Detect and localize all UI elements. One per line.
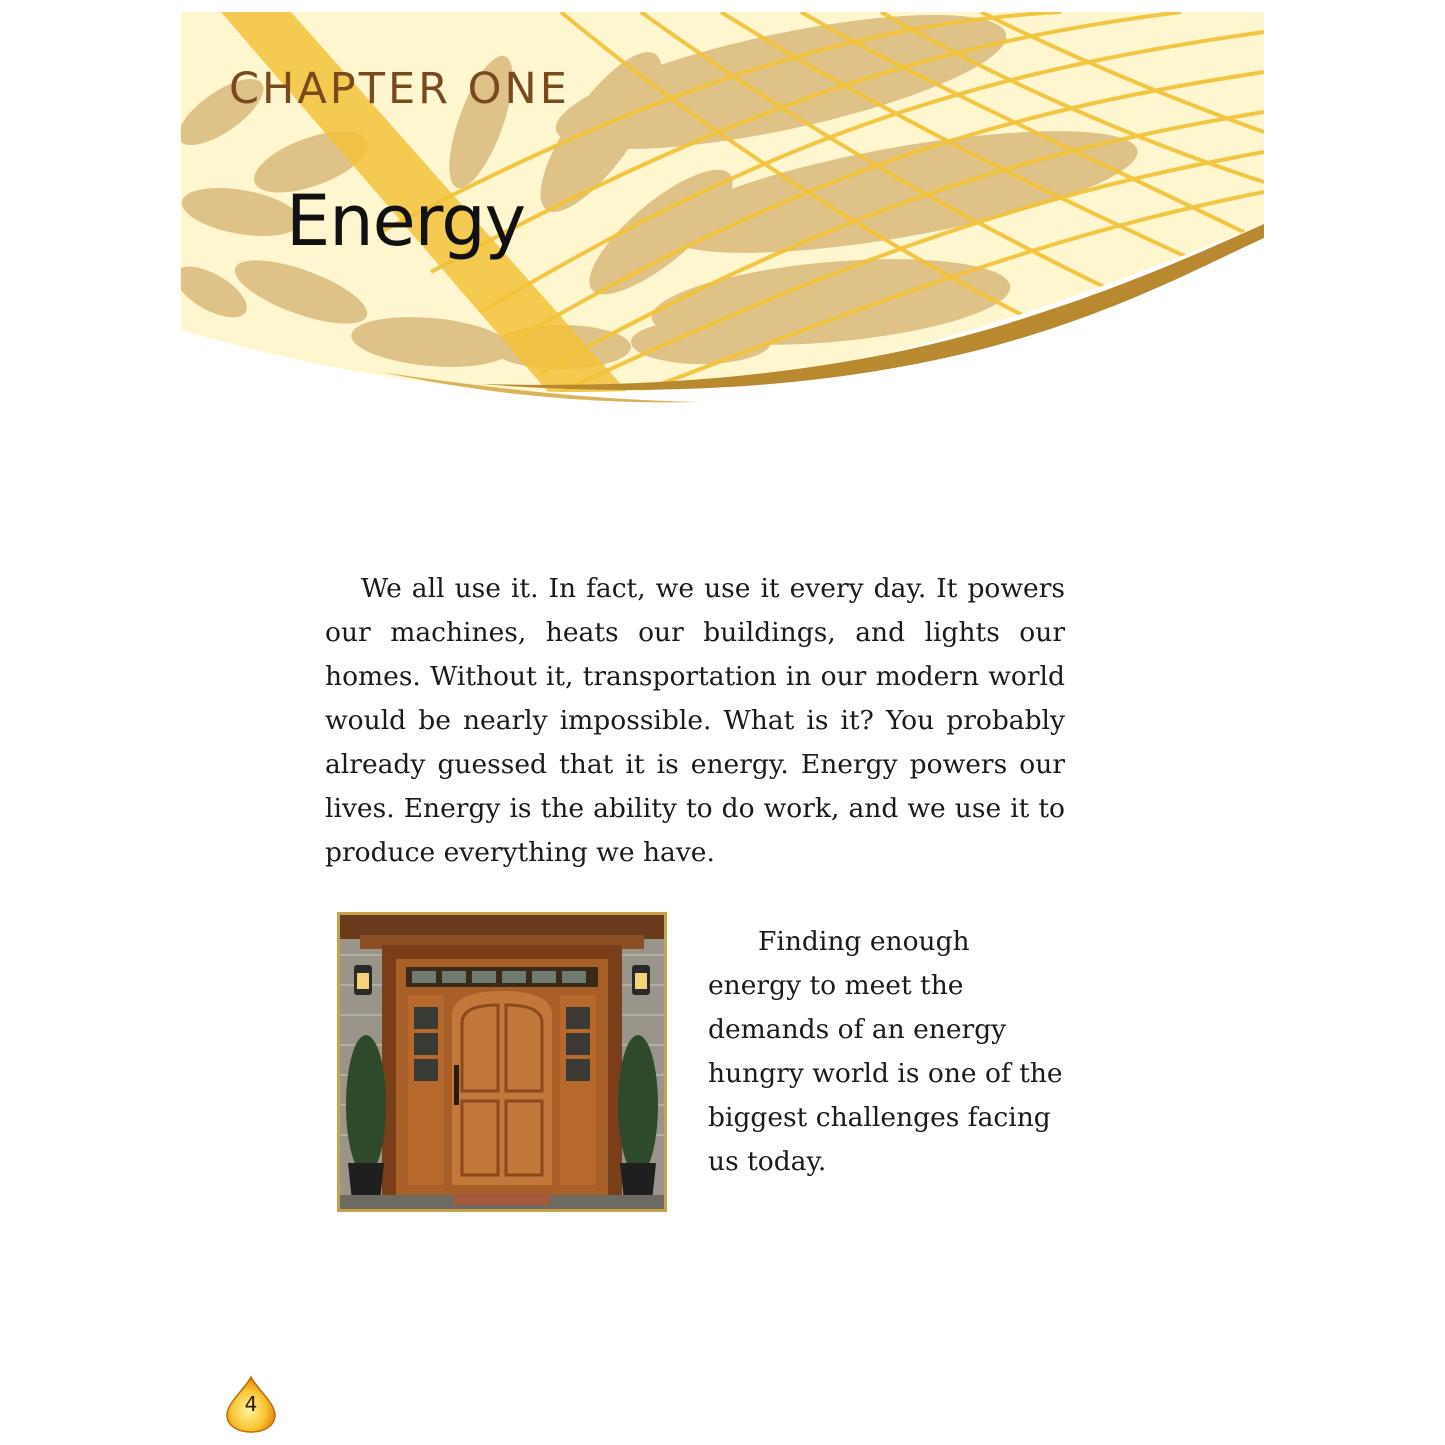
paragraph-challenge: [708, 920, 1065, 1184]
paragraph-intro: [325, 567, 1065, 875]
front-door-photo: [337, 912, 667, 1212]
page-number-badge: [223, 1375, 279, 1433]
chapter-label: CHAPTER ONE: [229, 64, 570, 114]
paragraph-challenge-text: Finding enough energy to meet the demands of an energy hungry world is one of the biggest challenges facing us today.: [708, 926, 1063, 1177]
page-number: 4: [244, 1392, 258, 1416]
chapter-title: Energy: [286, 180, 526, 262]
paragraph-intro-text: We all use it. In fact, we use it every day. It powers our machines, heats our buildings, and lights our homes. Without it, transportation in our modern world would be nearly impossible. What is it? You probably already guessed that it is energy. Energy powers our lives. Energy is the ability to do work, and we use it to produce everything we have.: [325, 573, 1065, 868]
